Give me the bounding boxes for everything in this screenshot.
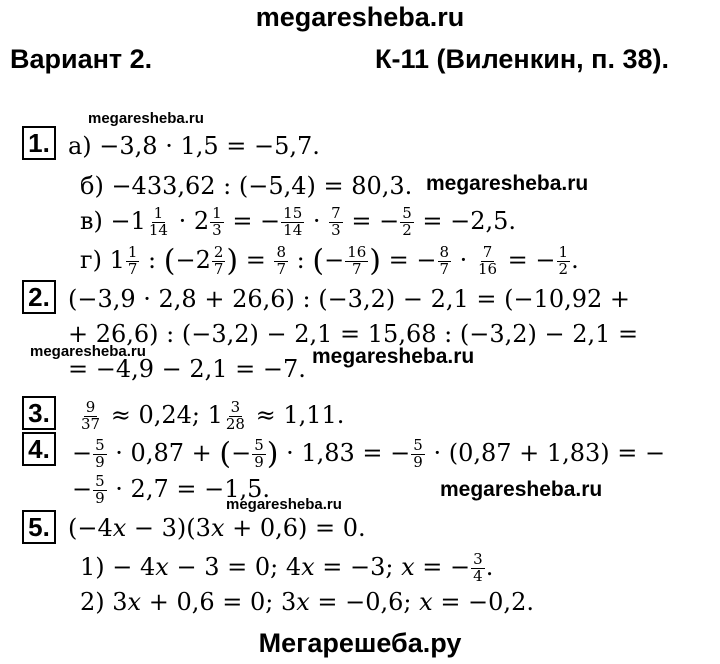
watermark-bottom: Мегарешеба.ру: [258, 628, 462, 658]
task-2-line-3: = −4,9 − 2,1 = −7.: [68, 355, 306, 383]
task-1-line-a: а) −3,8 · 1,5 = −5,7.: [68, 132, 320, 160]
task-2-number: 2.: [22, 280, 56, 314]
watermark-top: megaresheba.ru: [255, 2, 465, 32]
task-4-number: 4.: [22, 432, 56, 466]
task-4-line-2: − $\frac{5}{9}$ · 2,7 = −1,5.: [72, 472, 270, 507]
watermark-small: megaresheba.ru: [88, 110, 204, 127]
test-title: К-11 (Виленкин, п. 38).: [375, 44, 669, 74]
variant-title: Вариант 2.: [10, 44, 153, 74]
task-1-line-v: в) −1 $\frac{1}{14}$ · 2 $\frac{1}{3}$ = − $\frac{15}{14}$ · $\frac{7}{3}$ = − $\frac{5}{2}$ = −2,5.: [80, 204, 517, 239]
task-3-line: $\frac{9}{37}$ ≈ 0,24; 1 $\frac{3}{28}$ ≈ 1,11.: [81, 398, 345, 433]
watermark-small: megaresheba.ru: [30, 343, 146, 360]
task-1-number: 1.: [22, 126, 56, 160]
task-4-line-1: − $\frac{5}{9}$ · 0,87 + (− $\frac{5}{9}$ ) · 1,83 = − $\frac{5}{9}$ · (0,87 + 1,83) = −: [72, 436, 666, 472]
watermark-medium: megaresheba.ru: [426, 172, 589, 195]
watermark-small: megaresheba.ru: [226, 496, 342, 513]
task-1-line-g: г) 1 $\frac{1}{7}$ : (−2 $\frac{2}{7}$ ) = $\frac{8}{7}$ : (− $\frac{16}{7}$ ) = − $\frac{8}{7}$ · $\frac{7}{16}$ = − $\frac{1}{2}$ .: [80, 243, 579, 279]
task-5-number: 5.: [22, 510, 56, 544]
task-3-number: 3.: [22, 396, 56, 430]
task-1-line-b: б) −433,62 : (−5,4) = 80,3.: [80, 172, 413, 200]
watermark-medium: megaresheba.ru: [312, 345, 475, 368]
task-2-line-2: + 26,6) : (−3,2) − 2,1 = 15,68 : (−3,2) − 2,1 =: [68, 320, 639, 348]
watermark-medium: megaresheba.ru: [440, 478, 603, 501]
task-2-line-1: (−3,9 · 2,8 + 26,6) : (−3,2) − 2,1 = (−10,92 +: [68, 285, 631, 313]
task-5-line-1: (−4x − 3)(3x + 0,6) = 0.: [68, 514, 366, 542]
task-5-line-3: 2) 3x + 0,6 = 0; 3x = −0,6; x = −0,2.: [80, 588, 534, 616]
task-5-line-2: 1) − 4x − 3 = 0; 4x = −3; x = − $\frac{3}{4}$ .: [80, 550, 494, 585]
